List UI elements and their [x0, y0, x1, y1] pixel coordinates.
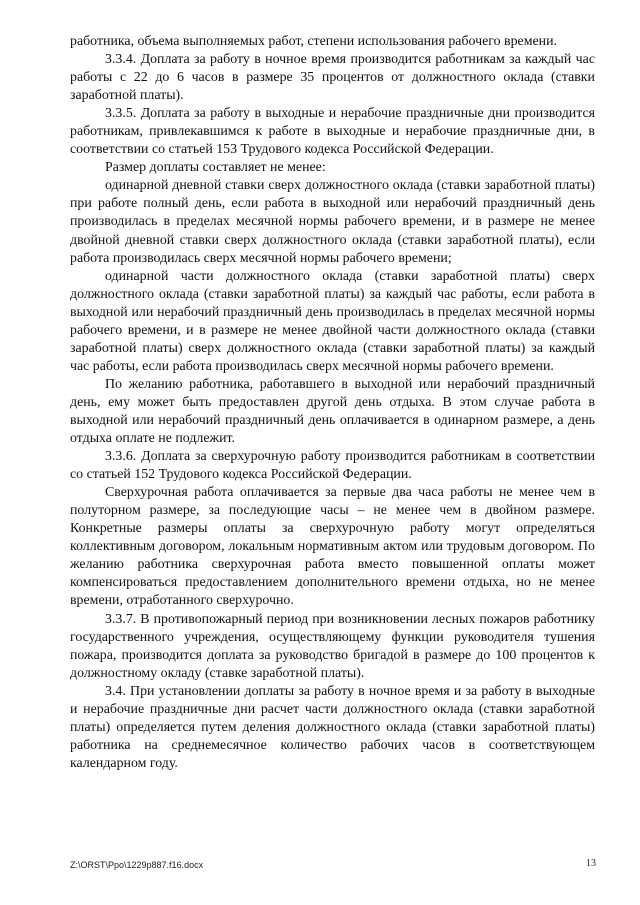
paragraph-3-3-5: 3.3.5. Доплата за работу в выходные и нерабочие праздничные дни производится работникам, привлекавшимся к работе в выходные и нерабочие праздничные дни, в соответствии со статьей 153 Трудового кодекса Российской Федерации. — [70, 106, 595, 158]
paragraph-payment-size: Размер доплаты составляет не менее: — [105, 160, 326, 176]
paragraph-continuation: работника, объема выполняемых работ, степени использования рабочего времени. — [70, 34, 558, 49]
paragraph-hourly-rate: одинарной части должностного оклада (ставки заработной платы) сверх должностного оклада (ставки заработной платы) за каждый час работы, если работа в выходной или нерабочий праздничный день производилась в пределах месячной нормы рабочего времени, и в размере не менее двойной части должностного оклада (ставки заработной платы) сверх должностного оклада (ставки заработной платы) за каждый час работы, если работа производилась сверх месячной нормы рабочего времени. — [70, 268, 595, 374]
paragraph-3-3-6: 3.3.6. Доплата за сверхурочную работу производится работникам в соответствии со статьей 152 Трудового кодекса Российской Федерации. — [70, 449, 595, 483]
paragraph-3-3-4: 3.3.4. Доплата за работу в ночное время производится работникам за каждый час работы с 22 до 6 часов в размере 35 процентов от должностного оклада (ставки заработной платы). — [70, 52, 595, 104]
paragraph-daily-rate: одинарной дневной ставки сверх должностного оклада (ставки заработной платы) при работе полный день, если работа в выходной или нерабочий праздничный день производилась в пределах месячной нормы рабочего времени, и в размере не менее двойной дневной ставки сверх должностного оклада (ставки заработной платы), если работа производилась сверх месячной нормы рабочего времени; — [70, 178, 595, 266]
paragraph-overtime: Сверхурочная работа оплачивается за первые два часа работы не менее чем в полуторном размере, за последующие часы – не менее чем в двойном размере. Конкретные размеры оплаты за сверхурочную работу могут определяться коллективным договором, локальным нормативным актом или трудовым договором. По желанию работника сверхурочная работа вместо повышенной оплаты может компенсироваться предоставлением дополнительного времени отдыха, но не менее времени, отработанного сверхурочно. — [70, 485, 595, 609]
paragraph-3-4: 3.4. При установлении доплаты за работу в ночное время и за работу в выходные и нерабочие праздничные дни расчет части должностного оклада (ставки заработной платы) определяется путем деления должностного оклада (ставки заработной платы) работника на среднемесячное количество рабочих часов в соответствующем календарном году. — [70, 683, 595, 771]
footer-page-number: 13 — [586, 858, 596, 869]
footer-file-path: Z:\ORST\Ppo\1229p887.f16.docx — [70, 860, 204, 870]
paragraph-3-3-7: 3.3.7. В противопожарный период при возникновении лесных пожаров работнику государственного учреждения, осуществляющему функции руководителя тушения пожара, производится доплата за руководство бригадой в размере до 100 процентов к должностному окладу (ставке заработной платы). — [70, 611, 595, 681]
document-body — [70, 33, 595, 773]
paragraph-day-off: По желанию работника, работавшего в выходной или нерабочий праздничный день, ему может быть предоставлен другой день отдыха. В этом случае работа в выходной или нерабочий праздничный день оплачивается в одинарном размере, а день отдыха оплате не подлежит. — [70, 376, 595, 447]
